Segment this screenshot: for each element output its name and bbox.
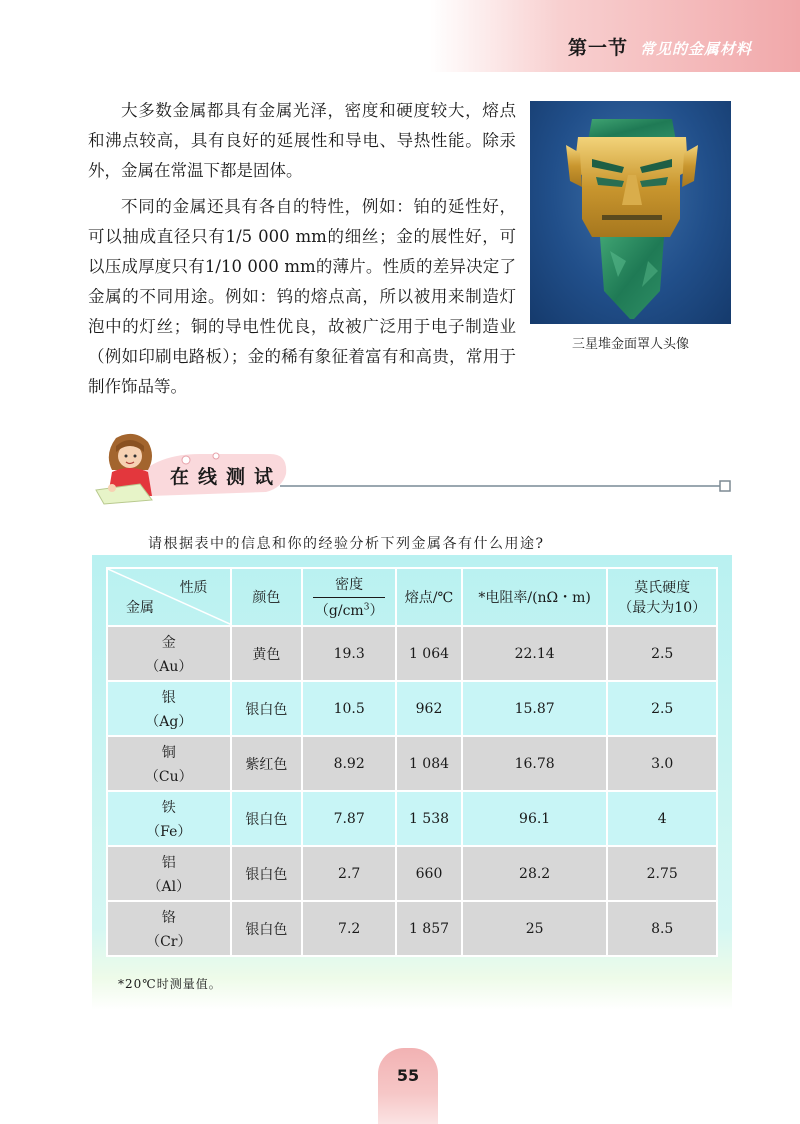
melting-cell: 962 [396,681,462,736]
color-cell: 银白色 [231,681,303,736]
color-cell: 黄色 [231,626,303,681]
table-row [107,846,717,901]
hardness-label: 莫氏硬度 [634,580,691,596]
metal-name: 铝 [161,854,176,871]
gold-mask-photo [530,101,731,324]
table-row [107,626,717,681]
corner-header-metal: 金属 [126,600,154,616]
metal-symbol: （Cu） [144,768,193,785]
metal-symbol: （Ag） [145,713,193,730]
resistivity-cell: 15.87 [462,681,608,736]
metal-symbol: （Cr） [146,933,192,950]
paragraph-2 [88,192,516,402]
resistivity-cell: 25 [462,901,608,956]
girl-reading-icon [96,434,152,504]
metal-name-cell [107,901,231,956]
density-unit-base: （g/cm [314,603,364,619]
metal-name: 银 [161,689,176,706]
section-subtitle: 常见的金属材料 [640,40,753,58]
metal-symbol: （Au） [145,658,193,675]
density-unit [303,598,395,620]
resistivity-cell: 96.1 [462,791,608,846]
quiz-title: 在线测试 [170,466,283,488]
density-cell: 19.3 [302,626,396,681]
density-cell: 8.92 [302,736,396,791]
metal-name: 铜 [161,744,176,761]
paragraph-text: 不同的金属还具有各自的特性，例如：铂的延性好，可以抽成直径只有1/5 000 mm的细丝；金的展性好，可以压成厚度只有1/10 000 mm的薄片。性质的差异决定了金属的不同用途。例如：钨的熔点高，所以被用来制造灯泡中的灯丝；铜的导电性优良，故被广泛用于电子制造业（例如印刷电路板）；金的稀有象征着富有和高贵，常用于制作饰品等。 [88,197,516,396]
table-row [107,736,717,791]
table-row [107,791,717,846]
photo-caption: 三星堆金面罩人头像 [571,337,689,352]
header-density [302,568,396,626]
density-cell: 2.7 [302,846,396,901]
color-cell: 银白色 [231,846,303,901]
quiz-question: 请根据表中的信息和你的经验分析下列金属各有什么用途? [148,536,545,552]
melting-cell: 660 [396,846,462,901]
density-cell: 7.87 [302,791,396,846]
hardness-note: （最大为10） [618,600,707,616]
corner-header-cell [107,568,231,626]
paragraph-text: 大多数金属都具有金属光泽，密度和硬度较大，熔点和沸点较高，具有良好的延展性和导电、导热性能。除汞外，金属在常温下都是固体。 [88,101,516,180]
metal-symbol: （Al） [147,878,191,895]
color-cell: 银白色 [231,791,303,846]
melting-cell: 1 084 [396,736,462,791]
page-number: 55 [396,1066,420,1085]
metal-symbol: （Fe） [146,823,192,840]
melting-cell: 1 538 [396,791,462,846]
hardness-cell: 2.75 [607,846,717,901]
hardness-cell: 2.5 [607,681,717,736]
metal-name: 铬 [161,909,176,926]
melting-cell: 1 064 [396,626,462,681]
metal-name-cell [107,846,231,901]
hardness-cell: 2.5 [607,626,717,681]
header-melting-point: 熔点/℃ [396,568,462,626]
metal-name-cell [107,681,231,736]
density-cell: 10.5 [302,681,396,736]
hardness-cell: 3.0 [607,736,717,791]
color-cell: 银白色 [231,901,303,956]
corner-header-property: 性质 [179,580,208,596]
header-hardness [607,568,717,626]
metal-name: 金 [161,634,176,651]
metal-properties-table [106,567,718,957]
header-resistivity: *电阻率/(nΩ・m) [462,568,608,626]
density-unit-exponent: 3 [363,602,370,613]
resistivity-cell: 16.78 [462,736,608,791]
resistivity-cell: 22.14 [462,626,608,681]
page-number-tab [378,1048,438,1124]
hardness-cell: 4 [607,791,717,846]
header-color: 颜色 [231,568,303,626]
table-header-row [107,568,717,626]
gold-mask-bronze-head-image [530,101,731,324]
metal-name-cell [107,791,231,846]
metal-name: 铁 [161,799,176,816]
resistivity-cell: 28.2 [462,846,608,901]
paragraph-1 [88,96,516,186]
density-unit-close: ） [369,603,384,619]
chapter-header [568,33,752,60]
color-cell: 紫红色 [231,736,303,791]
metal-name-cell [107,626,231,681]
table-row [107,901,717,956]
melting-cell: 1 857 [396,901,462,956]
density-cell: 7.2 [302,901,396,956]
metal-name-cell [107,736,231,791]
table-row [107,681,717,736]
density-label: 密度 [313,574,385,598]
table-footnote: *20℃时测量值。 [118,977,222,991]
hardness-cell: 8.5 [607,901,717,956]
section-title: 第一节 [568,37,629,59]
